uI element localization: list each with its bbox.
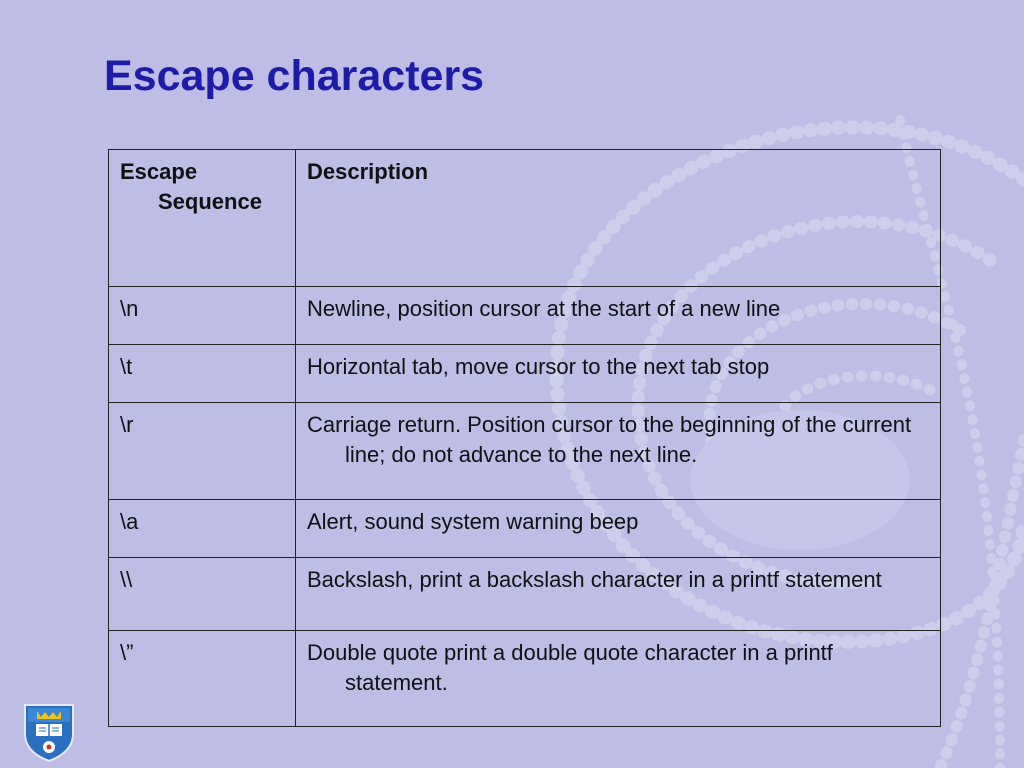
table-row — [109, 403, 941, 500]
description-cell: Carriage return. Position cursor to the beginning of the current line; do not advance to the next line. — [296, 403, 941, 500]
header-description: Description — [296, 150, 941, 287]
sequence-cell: \n — [109, 287, 296, 345]
sequence-cell: \\ — [109, 558, 296, 631]
description-cell: Double quote print a double quote character in a printf statement. — [296, 631, 941, 727]
slide-title: Escape characters — [104, 52, 485, 100]
table-row — [109, 631, 941, 727]
sequence-cell: \a — [109, 500, 296, 558]
table-header-row — [109, 150, 941, 287]
description-cell: Newline, position cursor at the start of a new line — [296, 287, 941, 345]
table-row — [109, 345, 941, 403]
header-escape-sequence: Escape Sequence — [109, 150, 296, 287]
table-row — [109, 500, 941, 558]
description-cell: Horizontal tab, move cursor to the next tab stop — [296, 345, 941, 403]
sequence-cell: \” — [109, 631, 296, 727]
description-cell: Backslash, print a backslash character in a printf statement — [296, 558, 941, 631]
university-crest-icon — [22, 702, 76, 762]
sequence-cell: \r — [109, 403, 296, 500]
description-cell: Alert, sound system warning beep — [296, 500, 941, 558]
table-row — [109, 558, 941, 631]
sequence-cell: \t — [109, 345, 296, 403]
escape-sequence-table — [108, 149, 941, 727]
table-row — [109, 287, 941, 345]
